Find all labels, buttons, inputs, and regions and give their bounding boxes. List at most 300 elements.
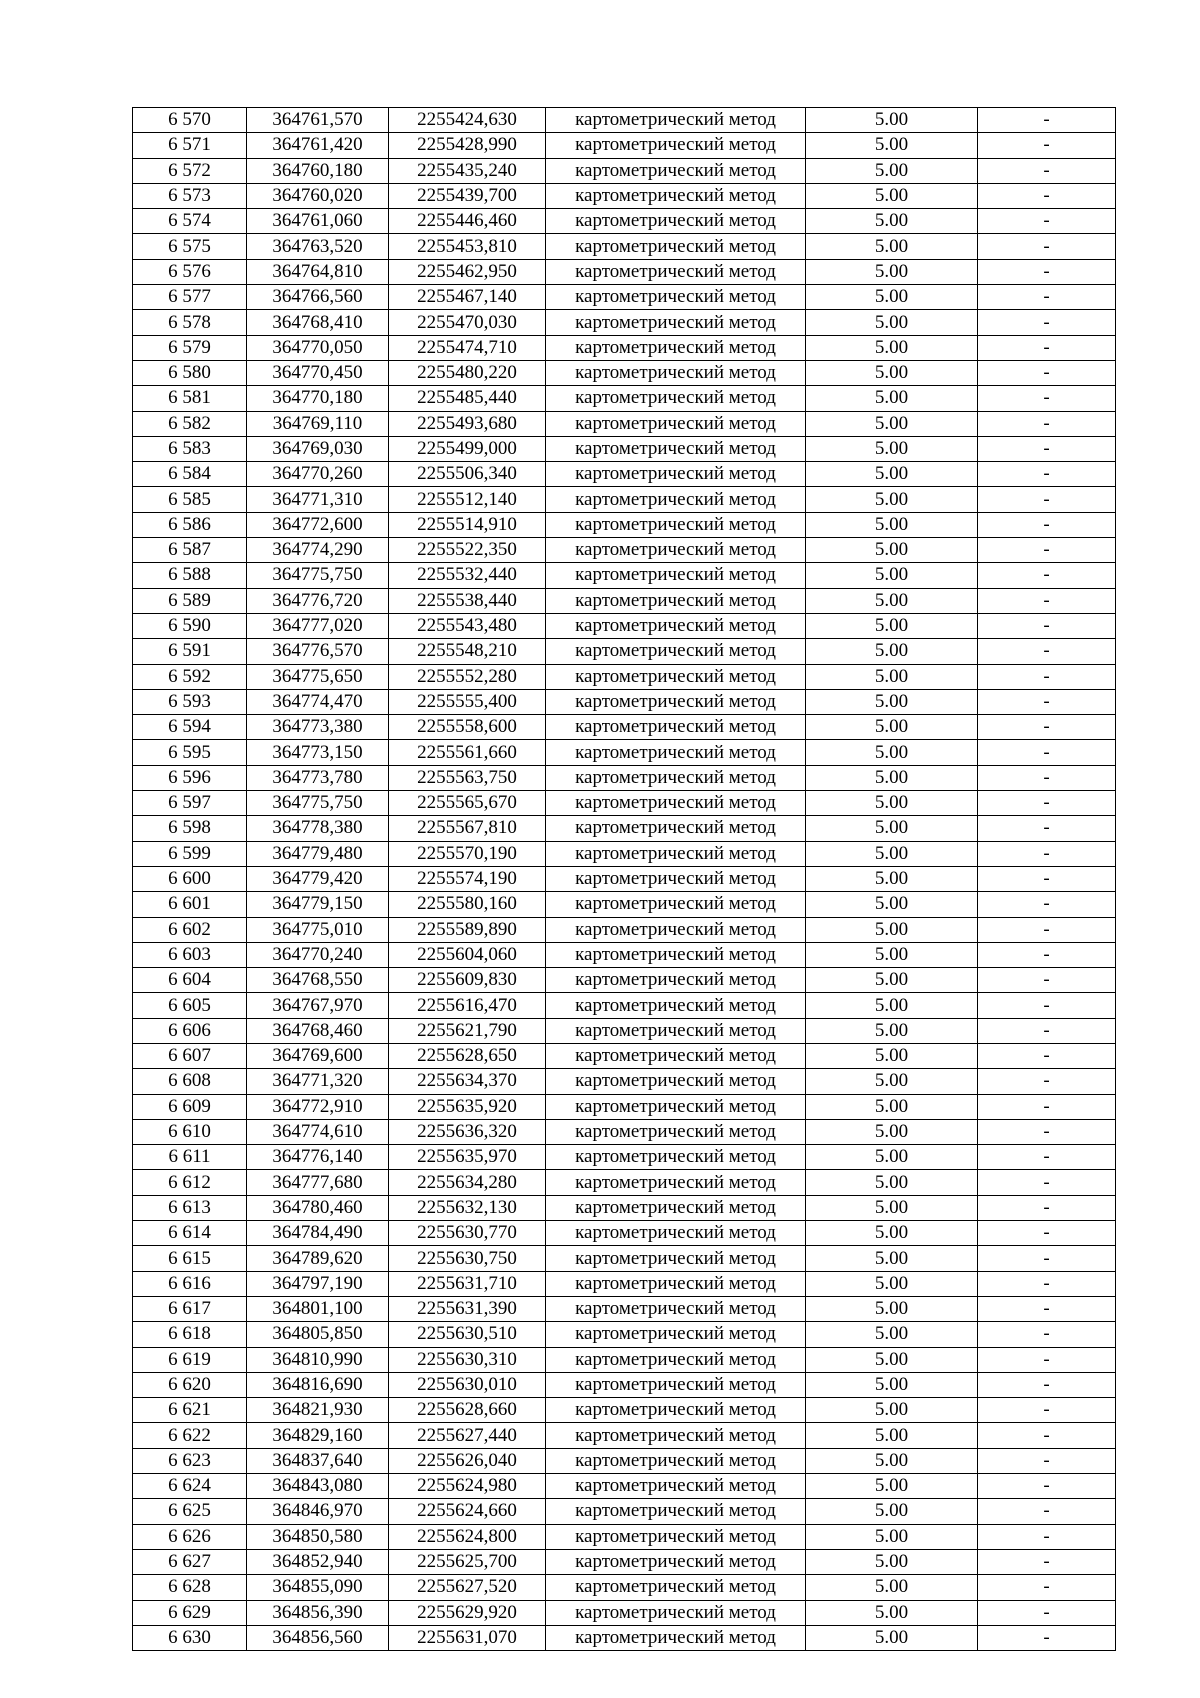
accuracy-cell: 5.00	[806, 133, 978, 158]
method-cell: картометрический метод	[546, 1221, 806, 1246]
note-cell: -	[978, 1474, 1116, 1499]
table-row	[133, 411, 1116, 436]
method-cell: картометрический метод	[546, 816, 806, 841]
accuracy-cell: 5.00	[806, 1448, 978, 1473]
x-coordinate-cell: 364775,010	[247, 917, 389, 942]
note-cell: -	[978, 1524, 1116, 1549]
point-number-cell: 6 599	[133, 841, 247, 866]
y-coordinate-cell: 2255506,340	[389, 462, 546, 487]
point-number-cell: 6 598	[133, 816, 247, 841]
table-row	[133, 816, 1116, 841]
point-number-cell: 6 580	[133, 360, 247, 385]
point-number-cell: 6 602	[133, 917, 247, 942]
method-cell: картометрический метод	[546, 1575, 806, 1600]
y-coordinate-cell: 2255555,400	[389, 689, 546, 714]
point-number-cell: 6 583	[133, 436, 247, 461]
method-cell: картометрический метод	[546, 613, 806, 638]
y-coordinate-cell: 2255538,440	[389, 588, 546, 613]
method-cell: картометрический метод	[546, 285, 806, 310]
method-cell: картометрический метод	[546, 1372, 806, 1397]
method-cell: картометрический метод	[546, 715, 806, 740]
y-coordinate-cell: 2255435,240	[389, 158, 546, 183]
y-coordinate-cell: 2255532,440	[389, 563, 546, 588]
method-cell: картометрический метод	[546, 158, 806, 183]
method-cell: картометрический метод	[546, 1069, 806, 1094]
note-cell: -	[978, 791, 1116, 816]
x-coordinate-cell: 364760,180	[247, 158, 389, 183]
x-coordinate-cell: 364770,050	[247, 335, 389, 360]
accuracy-cell: 5.00	[806, 791, 978, 816]
note-cell: -	[978, 436, 1116, 461]
accuracy-cell: 5.00	[806, 1474, 978, 1499]
y-coordinate-cell: 2255558,600	[389, 715, 546, 740]
accuracy-cell: 5.00	[806, 1499, 978, 1524]
note-cell: -	[978, 1549, 1116, 1574]
x-coordinate-cell: 364779,420	[247, 866, 389, 891]
point-number-cell: 6 609	[133, 1094, 247, 1119]
accuracy-cell: 5.00	[806, 209, 978, 234]
table-row	[133, 1600, 1116, 1625]
accuracy-cell: 5.00	[806, 563, 978, 588]
table-row	[133, 1625, 1116, 1650]
table-row	[133, 588, 1116, 613]
accuracy-cell: 5.00	[806, 1600, 978, 1625]
method-cell: картометрический метод	[546, 841, 806, 866]
method-cell: картометрический метод	[546, 259, 806, 284]
note-cell: -	[978, 841, 1116, 866]
table-row	[133, 1271, 1116, 1296]
table-row	[133, 1499, 1116, 1524]
accuracy-cell: 5.00	[806, 1372, 978, 1397]
accuracy-cell: 5.00	[806, 310, 978, 335]
note-cell: -	[978, 1043, 1116, 1068]
method-cell: картометрический метод	[546, 1094, 806, 1119]
y-coordinate-cell: 2255629,920	[389, 1600, 546, 1625]
x-coordinate-cell: 364768,460	[247, 1018, 389, 1043]
table-row	[133, 183, 1116, 208]
y-coordinate-cell: 2255626,040	[389, 1448, 546, 1473]
method-cell: картометрический метод	[546, 968, 806, 993]
x-coordinate-cell: 364761,060	[247, 209, 389, 234]
note-cell: -	[978, 664, 1116, 689]
y-coordinate-cell: 2255628,650	[389, 1043, 546, 1068]
method-cell: картометрический метод	[546, 183, 806, 208]
table-row	[133, 108, 1116, 133]
note-cell: -	[978, 1195, 1116, 1220]
table-row	[133, 1170, 1116, 1195]
method-cell: картометрический метод	[546, 234, 806, 259]
accuracy-cell: 5.00	[806, 968, 978, 993]
accuracy-cell: 5.00	[806, 740, 978, 765]
point-number-cell: 6 587	[133, 538, 247, 563]
y-coordinate-cell: 2255543,480	[389, 613, 546, 638]
accuracy-cell: 5.00	[806, 1347, 978, 1372]
accuracy-cell: 5.00	[806, 1043, 978, 1068]
table-row	[133, 1524, 1116, 1549]
y-coordinate-cell: 2255630,510	[389, 1322, 546, 1347]
accuracy-cell: 5.00	[806, 1398, 978, 1423]
note-cell: -	[978, 968, 1116, 993]
method-cell: картометрический метод	[546, 689, 806, 714]
x-coordinate-cell: 364843,080	[247, 1474, 389, 1499]
x-coordinate-cell: 364773,150	[247, 740, 389, 765]
y-coordinate-cell: 2255548,210	[389, 639, 546, 664]
table-row	[133, 133, 1116, 158]
point-number-cell: 6 585	[133, 487, 247, 512]
x-coordinate-cell: 364761,420	[247, 133, 389, 158]
table-row	[133, 335, 1116, 360]
x-coordinate-cell: 364772,600	[247, 512, 389, 537]
accuracy-cell: 5.00	[806, 538, 978, 563]
accuracy-cell: 5.00	[806, 892, 978, 917]
y-coordinate-cell: 2255631,070	[389, 1625, 546, 1650]
point-number-cell: 6 606	[133, 1018, 247, 1043]
note-cell: -	[978, 1575, 1116, 1600]
method-cell: картометрический метод	[546, 588, 806, 613]
y-coordinate-cell: 2255634,370	[389, 1069, 546, 1094]
table-row	[133, 386, 1116, 411]
table-row	[133, 487, 1116, 512]
table-row	[133, 1094, 1116, 1119]
x-coordinate-cell: 364771,310	[247, 487, 389, 512]
table-row	[133, 1069, 1116, 1094]
point-number-cell: 6 572	[133, 158, 247, 183]
point-number-cell: 6 601	[133, 892, 247, 917]
method-cell: картометрический метод	[546, 765, 806, 790]
method-cell: картометрический метод	[546, 1271, 806, 1296]
method-cell: картометрический метод	[546, 1043, 806, 1068]
y-coordinate-cell: 2255565,670	[389, 791, 546, 816]
table-row	[133, 689, 1116, 714]
table-row	[133, 1322, 1116, 1347]
x-coordinate-cell: 364764,810	[247, 259, 389, 284]
note-cell: -	[978, 386, 1116, 411]
accuracy-cell: 5.00	[806, 841, 978, 866]
point-number-cell: 6 622	[133, 1423, 247, 1448]
point-number-cell: 6 591	[133, 639, 247, 664]
accuracy-cell: 5.00	[806, 462, 978, 487]
table-row	[133, 1423, 1116, 1448]
note-cell: -	[978, 538, 1116, 563]
note-cell: -	[978, 1170, 1116, 1195]
y-coordinate-cell: 2255624,800	[389, 1524, 546, 1549]
method-cell: картометрический метод	[546, 462, 806, 487]
table-row	[133, 234, 1116, 259]
point-number-cell: 6 607	[133, 1043, 247, 1068]
point-number-cell: 6 613	[133, 1195, 247, 1220]
accuracy-cell: 5.00	[806, 285, 978, 310]
point-number-cell: 6 604	[133, 968, 247, 993]
method-cell: картометрический метод	[546, 1170, 806, 1195]
point-number-cell: 6 619	[133, 1347, 247, 1372]
x-coordinate-cell: 364777,680	[247, 1170, 389, 1195]
x-coordinate-cell: 364810,990	[247, 1347, 389, 1372]
x-coordinate-cell: 364856,560	[247, 1625, 389, 1650]
note-cell: -	[978, 285, 1116, 310]
accuracy-cell: 5.00	[806, 1625, 978, 1650]
y-coordinate-cell: 2255563,750	[389, 765, 546, 790]
table-row	[133, 1043, 1116, 1068]
accuracy-cell: 5.00	[806, 1549, 978, 1574]
accuracy-cell: 5.00	[806, 108, 978, 133]
point-number-cell: 6 608	[133, 1069, 247, 1094]
point-number-cell: 6 626	[133, 1524, 247, 1549]
method-cell: картометрический метод	[546, 411, 806, 436]
note-cell: -	[978, 310, 1116, 335]
y-coordinate-cell: 2255561,660	[389, 740, 546, 765]
table-row	[133, 1195, 1116, 1220]
method-cell: картометрический метод	[546, 1296, 806, 1321]
point-number-cell: 6 592	[133, 664, 247, 689]
table-row	[133, 512, 1116, 537]
y-coordinate-cell: 2255446,460	[389, 209, 546, 234]
table-row	[133, 866, 1116, 891]
table-row	[133, 1575, 1116, 1600]
x-coordinate-cell: 364779,150	[247, 892, 389, 917]
y-coordinate-cell: 2255453,810	[389, 234, 546, 259]
x-coordinate-cell: 364855,090	[247, 1575, 389, 1600]
accuracy-cell: 5.00	[806, 487, 978, 512]
point-number-cell: 6 584	[133, 462, 247, 487]
y-coordinate-cell: 2255428,990	[389, 133, 546, 158]
x-coordinate-cell: 364771,320	[247, 1069, 389, 1094]
note-cell: -	[978, 1347, 1116, 1372]
table-row	[133, 715, 1116, 740]
table-row	[133, 1221, 1116, 1246]
accuracy-cell: 5.00	[806, 1221, 978, 1246]
note-cell: -	[978, 1499, 1116, 1524]
method-cell: картометрический метод	[546, 993, 806, 1018]
note-cell: -	[978, 209, 1116, 234]
y-coordinate-cell: 2255570,190	[389, 841, 546, 866]
method-cell: картометрический метод	[546, 1246, 806, 1271]
y-coordinate-cell: 2255630,770	[389, 1221, 546, 1246]
point-number-cell: 6 579	[133, 335, 247, 360]
table-row	[133, 1246, 1116, 1271]
y-coordinate-cell: 2255567,810	[389, 816, 546, 841]
table-row	[133, 1398, 1116, 1423]
method-cell: картометрический метод	[546, 866, 806, 891]
method-cell: картометрический метод	[546, 209, 806, 234]
accuracy-cell: 5.00	[806, 866, 978, 891]
table-row	[133, 1347, 1116, 1372]
note-cell: -	[978, 259, 1116, 284]
method-cell: картометрический метод	[546, 436, 806, 461]
point-number-cell: 6 616	[133, 1271, 247, 1296]
table-row	[133, 462, 1116, 487]
table-body	[133, 108, 1116, 1651]
accuracy-cell: 5.00	[806, 436, 978, 461]
y-coordinate-cell: 2255522,350	[389, 538, 546, 563]
table-row	[133, 1474, 1116, 1499]
table-row	[133, 639, 1116, 664]
x-coordinate-cell: 364769,030	[247, 436, 389, 461]
y-coordinate-cell: 2255627,520	[389, 1575, 546, 1600]
y-coordinate-cell: 2255499,000	[389, 436, 546, 461]
table-row	[133, 664, 1116, 689]
x-coordinate-cell: 364770,180	[247, 386, 389, 411]
note-cell: -	[978, 234, 1116, 259]
x-coordinate-cell: 364784,490	[247, 1221, 389, 1246]
x-coordinate-cell: 364801,100	[247, 1296, 389, 1321]
x-coordinate-cell: 364776,140	[247, 1145, 389, 1170]
point-number-cell: 6 629	[133, 1600, 247, 1625]
y-coordinate-cell: 2255470,030	[389, 310, 546, 335]
accuracy-cell: 5.00	[806, 917, 978, 942]
y-coordinate-cell: 2255630,310	[389, 1347, 546, 1372]
point-number-cell: 6 588	[133, 563, 247, 588]
table-row	[133, 993, 1116, 1018]
y-coordinate-cell: 2255514,910	[389, 512, 546, 537]
x-coordinate-cell: 364850,580	[247, 1524, 389, 1549]
method-cell: картометрический метод	[546, 1145, 806, 1170]
table-row	[133, 917, 1116, 942]
note-cell: -	[978, 183, 1116, 208]
x-coordinate-cell: 364856,390	[247, 1600, 389, 1625]
accuracy-cell: 5.00	[806, 613, 978, 638]
accuracy-cell: 5.00	[806, 1296, 978, 1321]
y-coordinate-cell: 2255630,750	[389, 1246, 546, 1271]
table-row	[133, 1549, 1116, 1574]
y-coordinate-cell: 2255485,440	[389, 386, 546, 411]
x-coordinate-cell: 364774,290	[247, 538, 389, 563]
x-coordinate-cell: 364761,570	[247, 108, 389, 133]
method-cell: картометрический метод	[546, 1600, 806, 1625]
note-cell: -	[978, 158, 1116, 183]
point-number-cell: 6 575	[133, 234, 247, 259]
table-row	[133, 1372, 1116, 1397]
x-coordinate-cell: 364770,260	[247, 462, 389, 487]
point-number-cell: 6 617	[133, 1296, 247, 1321]
x-coordinate-cell: 364778,380	[247, 816, 389, 841]
x-coordinate-cell: 364776,720	[247, 588, 389, 613]
method-cell: картометрический метод	[546, 487, 806, 512]
accuracy-cell: 5.00	[806, 1423, 978, 1448]
point-number-cell: 6 589	[133, 588, 247, 613]
point-number-cell: 6 590	[133, 613, 247, 638]
x-coordinate-cell: 364774,610	[247, 1119, 389, 1144]
accuracy-cell: 5.00	[806, 183, 978, 208]
note-cell: -	[978, 993, 1116, 1018]
note-cell: -	[978, 740, 1116, 765]
accuracy-cell: 5.00	[806, 1094, 978, 1119]
point-number-cell: 6 582	[133, 411, 247, 436]
x-coordinate-cell: 364797,190	[247, 1271, 389, 1296]
method-cell: картометрический метод	[546, 133, 806, 158]
accuracy-cell: 5.00	[806, 765, 978, 790]
y-coordinate-cell: 2255621,790	[389, 1018, 546, 1043]
accuracy-cell: 5.00	[806, 816, 978, 841]
x-coordinate-cell: 364805,850	[247, 1322, 389, 1347]
note-cell: -	[978, 411, 1116, 436]
y-coordinate-cell: 2255574,190	[389, 866, 546, 891]
table-row	[133, 360, 1116, 385]
point-number-cell: 6 625	[133, 1499, 247, 1524]
point-number-cell: 6 614	[133, 1221, 247, 1246]
accuracy-cell: 5.00	[806, 360, 978, 385]
point-number-cell: 6 593	[133, 689, 247, 714]
y-coordinate-cell: 2255512,140	[389, 487, 546, 512]
method-cell: картометрический метод	[546, 639, 806, 664]
note-cell: -	[978, 462, 1116, 487]
accuracy-cell: 5.00	[806, 1018, 978, 1043]
point-number-cell: 6 586	[133, 512, 247, 537]
y-coordinate-cell: 2255635,970	[389, 1145, 546, 1170]
accuracy-cell: 5.00	[806, 1271, 978, 1296]
x-coordinate-cell: 364767,970	[247, 993, 389, 1018]
note-cell: -	[978, 892, 1116, 917]
y-coordinate-cell: 2255609,830	[389, 968, 546, 993]
point-number-cell: 6 596	[133, 765, 247, 790]
y-coordinate-cell: 2255632,130	[389, 1195, 546, 1220]
point-number-cell: 6 597	[133, 791, 247, 816]
x-coordinate-cell: 364774,470	[247, 689, 389, 714]
point-number-cell: 6 610	[133, 1119, 247, 1144]
note-cell: -	[978, 1600, 1116, 1625]
note-cell: -	[978, 1069, 1116, 1094]
note-cell: -	[978, 487, 1116, 512]
note-cell: -	[978, 108, 1116, 133]
point-number-cell: 6 624	[133, 1474, 247, 1499]
y-coordinate-cell: 2255424,630	[389, 108, 546, 133]
x-coordinate-cell: 364779,480	[247, 841, 389, 866]
table-row	[133, 613, 1116, 638]
x-coordinate-cell: 364846,970	[247, 1499, 389, 1524]
method-cell: картометрический метод	[546, 538, 806, 563]
x-coordinate-cell: 364777,020	[247, 613, 389, 638]
x-coordinate-cell: 364816,690	[247, 1372, 389, 1397]
table-row	[133, 209, 1116, 234]
y-coordinate-cell: 2255627,440	[389, 1423, 546, 1448]
method-cell: картометрический метод	[546, 1625, 806, 1650]
y-coordinate-cell: 2255439,700	[389, 183, 546, 208]
x-coordinate-cell: 364772,910	[247, 1094, 389, 1119]
y-coordinate-cell: 2255474,710	[389, 335, 546, 360]
note-cell: -	[978, 512, 1116, 537]
note-cell: -	[978, 1246, 1116, 1271]
table-row	[133, 285, 1116, 310]
note-cell: -	[978, 639, 1116, 664]
table-row	[133, 841, 1116, 866]
y-coordinate-cell: 2255589,890	[389, 917, 546, 942]
accuracy-cell: 5.00	[806, 1524, 978, 1549]
note-cell: -	[978, 1221, 1116, 1246]
note-cell: -	[978, 866, 1116, 891]
accuracy-cell: 5.00	[806, 664, 978, 689]
x-coordinate-cell: 364763,520	[247, 234, 389, 259]
y-coordinate-cell: 2255462,950	[389, 259, 546, 284]
note-cell: -	[978, 715, 1116, 740]
point-number-cell: 6 605	[133, 993, 247, 1018]
accuracy-cell: 5.00	[806, 715, 978, 740]
point-number-cell: 6 574	[133, 209, 247, 234]
y-coordinate-cell: 2255625,700	[389, 1549, 546, 1574]
method-cell: картометрический метод	[546, 664, 806, 689]
x-coordinate-cell: 364829,160	[247, 1423, 389, 1448]
note-cell: -	[978, 942, 1116, 967]
accuracy-cell: 5.00	[806, 1195, 978, 1220]
point-number-cell: 6 621	[133, 1398, 247, 1423]
note-cell: -	[978, 917, 1116, 942]
table-row	[133, 740, 1116, 765]
note-cell: -	[978, 563, 1116, 588]
point-number-cell: 6 603	[133, 942, 247, 967]
method-cell: картометрический метод	[546, 1448, 806, 1473]
y-coordinate-cell: 2255624,660	[389, 1499, 546, 1524]
x-coordinate-cell: 364775,750	[247, 791, 389, 816]
x-coordinate-cell: 364775,750	[247, 563, 389, 588]
point-number-cell: 6 630	[133, 1625, 247, 1650]
